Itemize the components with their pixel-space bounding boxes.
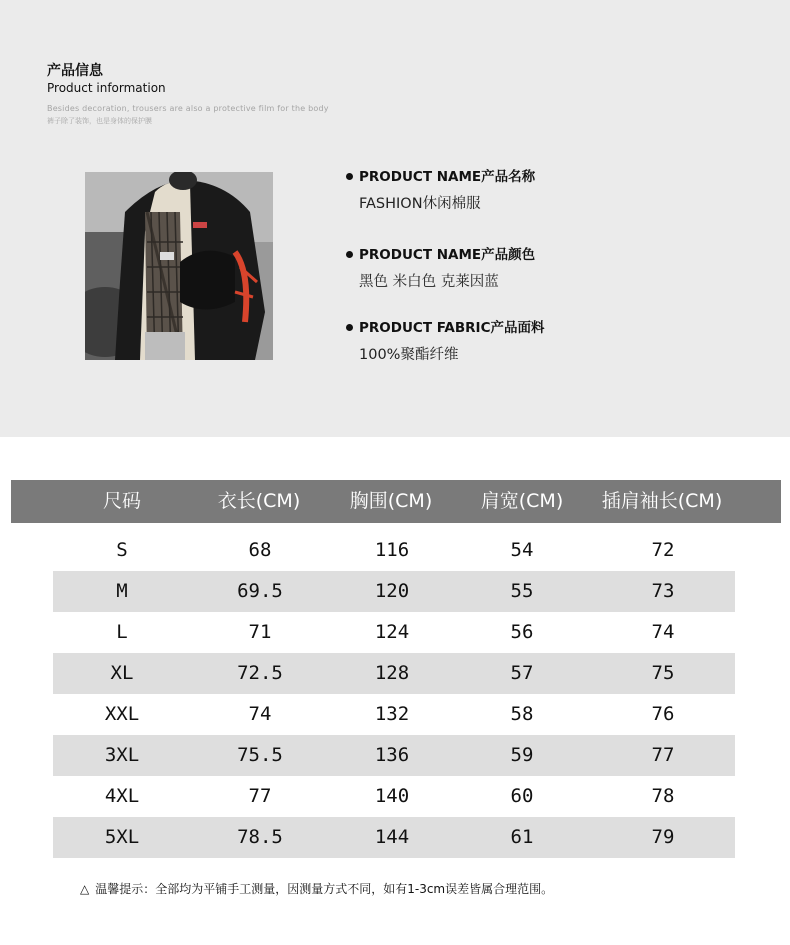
cell-shoulder: 59 <box>510 744 534 766</box>
cell-shoulder: 61 <box>510 826 534 848</box>
cell-size: M <box>116 580 128 602</box>
cell-sleeve: 76 <box>651 703 675 725</box>
product-color-value: 黑色 米白色 克莱因蓝 <box>359 274 499 290</box>
cell-size: 3XL <box>104 744 140 766</box>
section-subtitle-en: Besides decoration, trousers are also a protective film for the body <box>47 104 329 113</box>
table-row <box>53 653 735 694</box>
bullet-dot-icon <box>346 173 353 180</box>
table-row <box>53 776 735 817</box>
product-fabric-block <box>346 316 545 364</box>
cell-sleeve: 79 <box>651 826 675 848</box>
section-subtitle-cn: 裤子除了装饰，也是身体的保护膜 <box>47 117 152 125</box>
cell-chest: 136 <box>374 744 410 766</box>
cell-shoulder: 57 <box>510 662 534 684</box>
cell-chest: 140 <box>374 785 410 807</box>
cell-size: L <box>116 621 128 643</box>
header-length: 衣长(CM) <box>217 490 301 512</box>
size-table-body <box>53 530 735 858</box>
product-color-block <box>346 243 535 291</box>
cell-chest: 128 <box>374 662 410 684</box>
bullet-dot-icon <box>346 251 353 258</box>
cell-chest: 116 <box>374 539 410 561</box>
cell-sleeve: 78 <box>651 785 675 807</box>
product-color-label: PRODUCT NAME产品颜色 <box>359 247 536 263</box>
product-name-value: FASHION休闲棉服 <box>359 196 481 212</box>
table-row <box>53 571 735 612</box>
product-fabric-label: PRODUCT FABRIC产品面料 <box>359 320 545 336</box>
cell-length: 75.5 <box>237 744 283 766</box>
cell-size: S <box>116 539 128 561</box>
cell-length: 68 <box>248 539 272 561</box>
cell-size: XXL <box>104 703 140 725</box>
header-size: 尺码 <box>102 490 142 512</box>
cell-length: 69.5 <box>237 580 283 602</box>
section-title-cn: 产品信息 <box>47 63 103 79</box>
table-row <box>53 694 735 735</box>
size-table-header <box>11 480 781 523</box>
cell-shoulder: 56 <box>510 621 534 643</box>
cell-size: 4XL <box>104 785 140 807</box>
cell-chest: 132 <box>374 703 410 725</box>
cell-sleeve: 73 <box>651 580 675 602</box>
product-fabric-value: 100%聚酯纤维 <box>359 347 459 363</box>
cell-sleeve: 72 <box>651 539 675 561</box>
cell-length: 78.5 <box>237 826 283 848</box>
table-row <box>53 817 735 858</box>
product-info-section <box>0 0 790 437</box>
cell-chest: 124 <box>374 621 410 643</box>
cell-length: 77 <box>248 785 272 807</box>
cell-size: 5XL <box>104 826 140 848</box>
cell-chest: 144 <box>374 826 410 848</box>
cell-length: 71 <box>248 621 272 643</box>
cell-shoulder: 60 <box>510 785 534 807</box>
cell-length: 74 <box>248 703 272 725</box>
cell-chest: 120 <box>374 580 410 602</box>
bullet-dot-icon <box>346 324 353 331</box>
section-title-en: Product information <box>47 81 166 95</box>
table-row <box>53 735 735 776</box>
measurement-note <box>80 880 553 897</box>
table-row <box>53 530 735 571</box>
cell-length: 72.5 <box>237 662 283 684</box>
cell-size: XL <box>110 662 134 684</box>
product-name-label: PRODUCT NAME产品名称 <box>359 169 536 185</box>
header-chest: 胸围(CM) <box>349 490 433 512</box>
cell-shoulder: 54 <box>510 539 534 561</box>
jacket-photo-illustration <box>85 172 273 360</box>
cell-sleeve: 74 <box>651 621 675 643</box>
cell-shoulder: 55 <box>510 580 534 602</box>
warning-triangle-icon: △ <box>80 882 90 896</box>
product-photo <box>85 172 273 360</box>
table-row <box>53 612 735 653</box>
header-shoulder: 肩宽(CM) <box>480 490 564 512</box>
note-text: 温馨提示：全部均为平铺手工测量，因测量方式不同，如有1-3cm误差皆属合理范围。 <box>95 882 554 896</box>
header-sleeve: 插肩袖长(CM) <box>601 490 723 512</box>
cell-shoulder: 58 <box>510 703 534 725</box>
cell-sleeve: 75 <box>651 662 675 684</box>
cell-sleeve: 77 <box>651 744 675 766</box>
product-name-block <box>346 165 535 213</box>
